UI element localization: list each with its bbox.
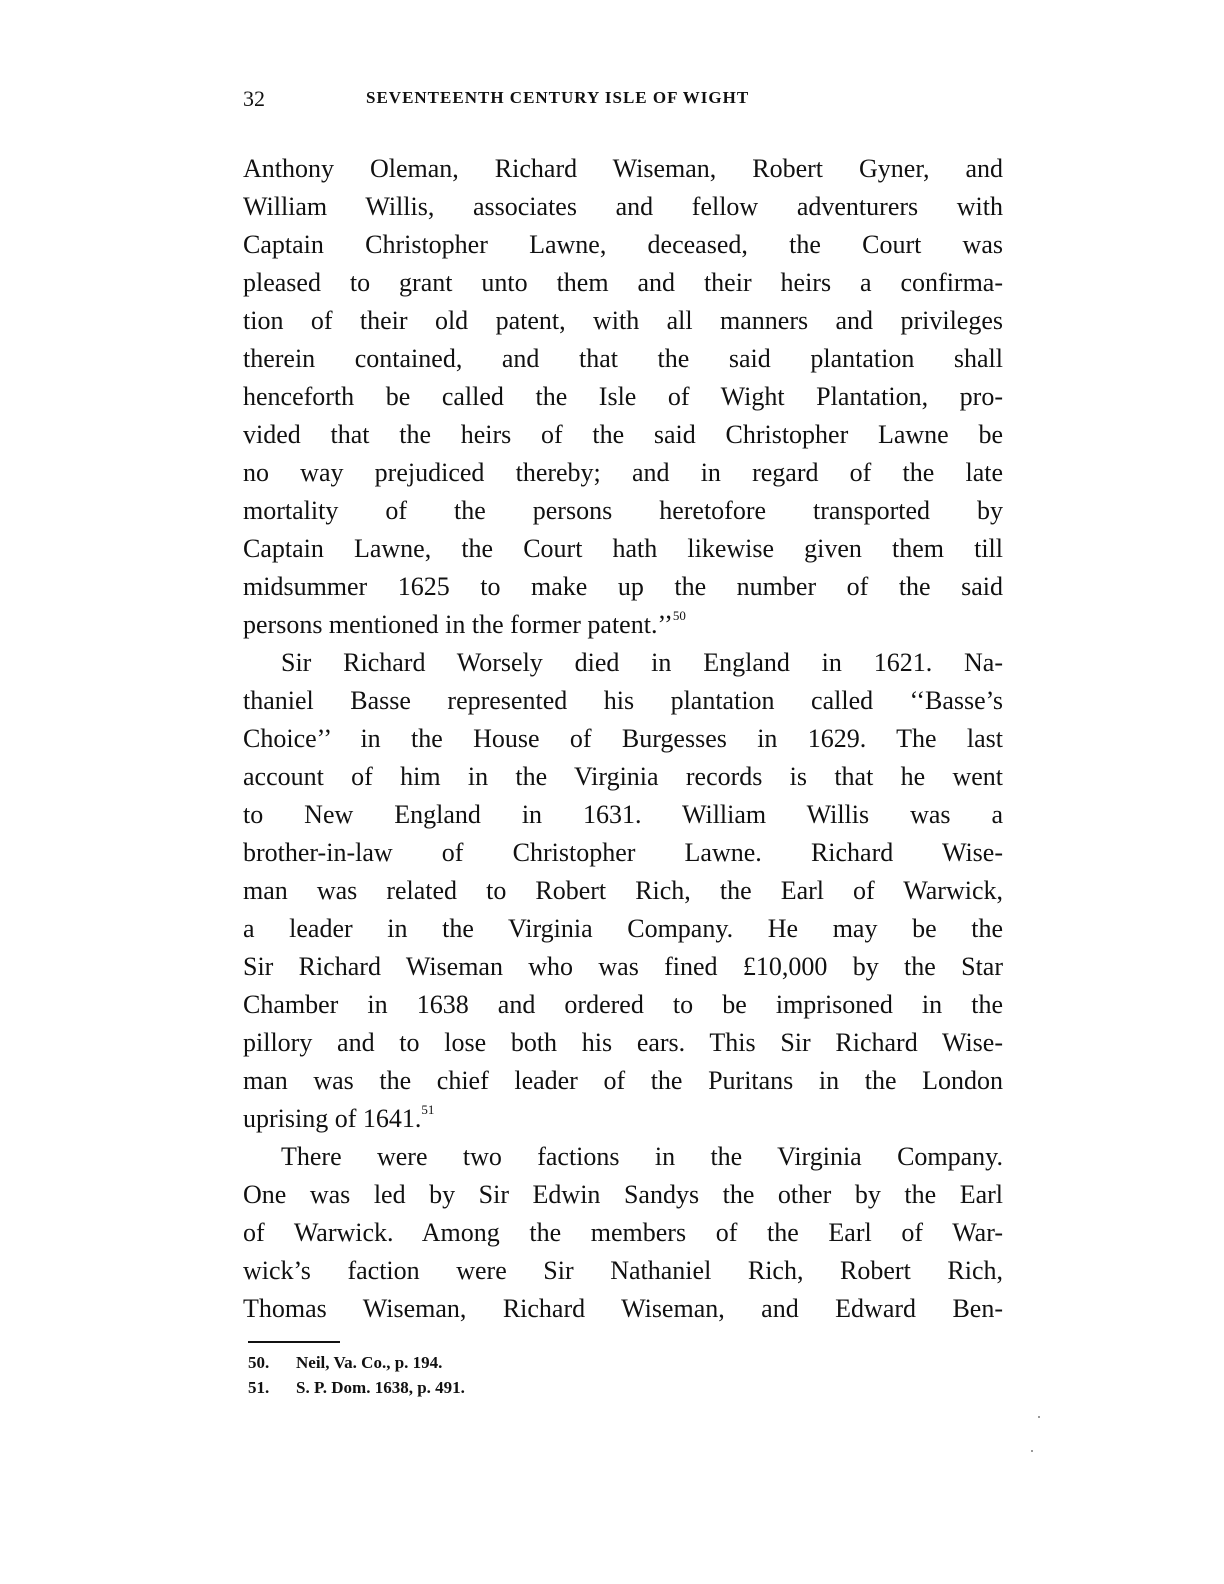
text-line: pleased to grant unto them and their heirs a confirma-: [243, 268, 1003, 297]
text-line: William Willis, associates and fellow adventurers with: [243, 192, 1003, 221]
footnote-text: S. P. Dom. 1638, p. 491.: [296, 1378, 465, 1397]
footnote-51: [248, 1375, 748, 1400]
text-line: uprising of 1641.: [243, 1104, 422, 1133]
text-line: midsummer 1625 to make up the number of the said: [243, 572, 1003, 601]
text-line: a leader in the Virginia Company. He may be the: [243, 914, 1003, 943]
text-line: Captain Christopher Lawne, deceased, the Court was: [243, 230, 1003, 259]
footnotes: [248, 1350, 748, 1400]
text-line: therein contained, and that the said plantation shall: [243, 344, 1003, 373]
scan-speck: [1031, 1450, 1033, 1452]
text-line: persons mentioned in the former patent.’’: [243, 610, 673, 639]
text-line: Thomas Wiseman, Richard Wiseman, and Edward Ben-: [243, 1294, 1003, 1323]
footnote-50: [248, 1350, 748, 1375]
running-title: SEVENTEENTH CENTURY ISLE OF WIGHT: [366, 88, 750, 107]
page-number: 32: [243, 86, 265, 111]
footnote-number: 50.: [248, 1353, 270, 1372]
text-line: pillory and to lose both his ears. This Sir Richard Wise-: [243, 1028, 1003, 1057]
text-line: no way prejudiced thereby; and in regard of the late: [243, 458, 1003, 487]
text-line: Choice’’ in the House of Burgesses in 1629. The last: [243, 724, 1003, 753]
text-line: wick’s faction were Sir Nathaniel Rich, Robert Rich,: [243, 1256, 1003, 1285]
footnote-ref-50[interactable]: 50: [672, 608, 686, 623]
text-line: tion of their old patent, with all manners and privileges: [243, 306, 1003, 335]
text-line: Sir Richard Wiseman who was fined £10,000 by the Star: [243, 952, 1003, 981]
text-line: One was led by Sir Edwin Sandys the other by the Earl: [243, 1180, 1003, 1209]
footnote-ref-51[interactable]: 51: [421, 1102, 435, 1117]
text-line: account of him in the Virginia records is that he went: [243, 762, 1003, 791]
text-line: Chamber in 1638 and ordered to be imprisoned in the: [243, 990, 1003, 1019]
text-line: to New England in 1631. William Willis was a: [243, 800, 1003, 829]
text-line: vided that the heirs of the said Christopher Lawne be: [243, 420, 1003, 449]
footnote-number: 51.: [248, 1378, 270, 1397]
footnote-text: Neil, Va. Co., p. 194.: [296, 1353, 443, 1372]
scan-speck: [1038, 1416, 1040, 1418]
text-line: Captain Lawne, the Court hath likewise given them till: [243, 534, 1003, 563]
text-line: Anthony Oleman, Richard Wiseman, Robert Gyner, and: [243, 154, 1003, 183]
text-line: There were two factions in the Virginia Company.: [281, 1142, 1003, 1171]
text-line: brother-in-law of Christopher Lawne. Richard Wise-: [243, 838, 1003, 867]
text-line: man was the chief leader of the Puritans in the London: [243, 1066, 1003, 1095]
text-line: thaniel Basse represented his plantation called ‘‘Basse’s: [243, 686, 1003, 715]
text-line: henceforth be called the Isle of Wight Plantation, pro-: [243, 382, 1003, 411]
text-line: man was related to Robert Rich, the Earl of Warwick,: [243, 876, 1003, 905]
running-header: [243, 86, 1003, 116]
footnote-divider: [248, 1341, 340, 1343]
text-line: of Warwick. Among the members of the Earl of War-: [243, 1218, 1003, 1247]
text-line-with-footnote: [243, 1100, 1003, 1138]
body-text: [243, 150, 1003, 1328]
text-line: Sir Richard Worsely died in England in 1621. Na-: [281, 648, 1003, 677]
text-line-with-footnote: [243, 606, 1003, 644]
text-line: mortality of the persons heretofore transported by: [243, 496, 1003, 525]
